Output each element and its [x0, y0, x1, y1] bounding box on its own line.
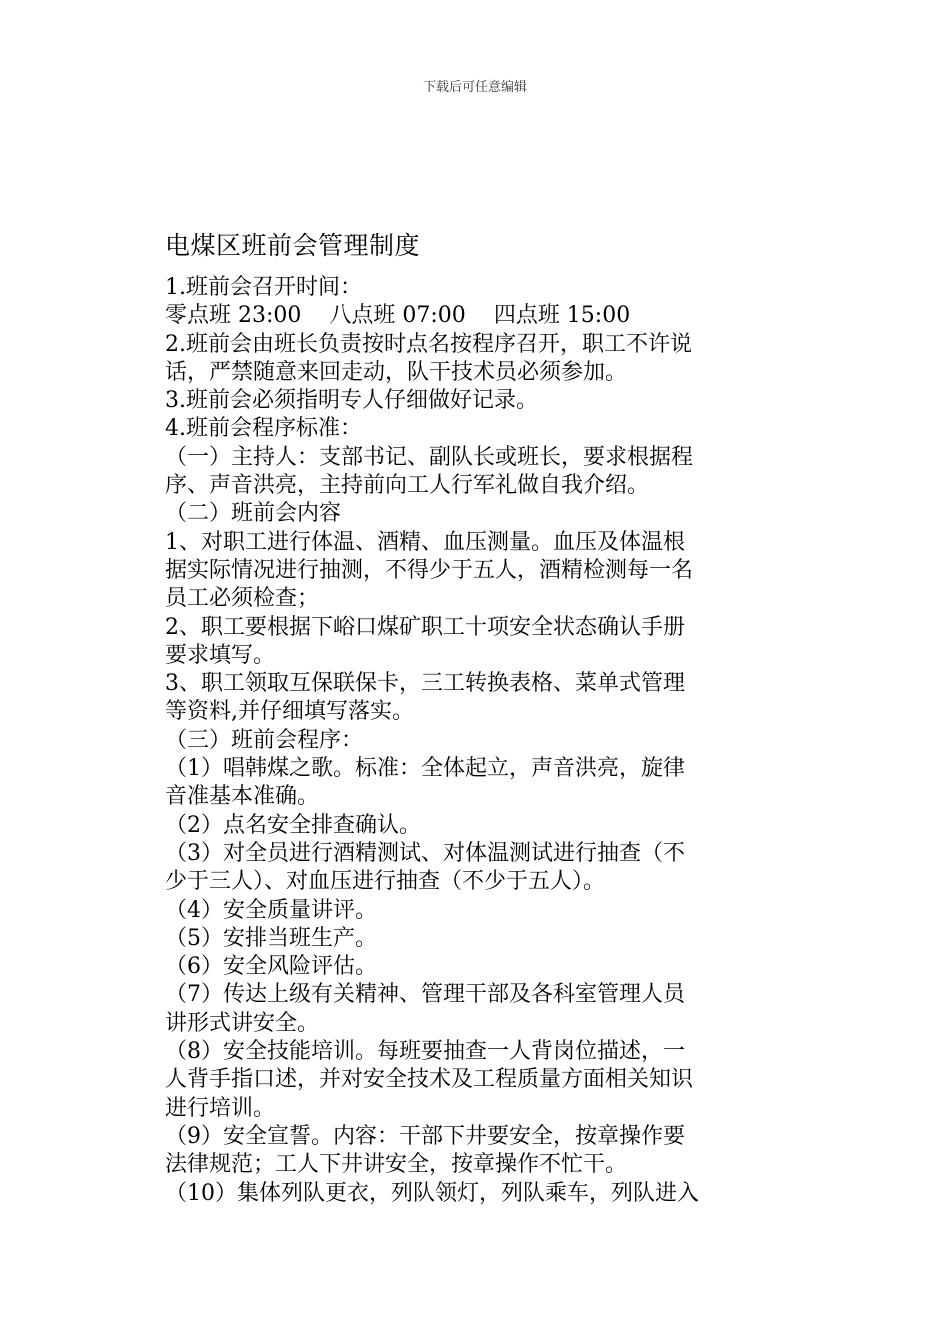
paragraph-line: （4）安全质量讲评。 — [165, 897, 377, 923]
paragraph-line: （3）对全员进行酒精测试、对体温测试进行抽查（不 — [165, 840, 685, 866]
paragraph-line: 4.班前会程序标准： — [165, 416, 362, 442]
paragraph-line: 3、职工领取互保联保卡，三工转换表格、菜单式管理 — [165, 671, 685, 697]
paragraph-line: 1.班前会召开时间： — [165, 275, 362, 300]
paragraph-line: （9）安全宣誓。内容：干部下井要安全，按章操作要 — [165, 1123, 685, 1149]
paragraph-line: 2.班前会由班长负责按时点名按程序召开，职工不许说 — [165, 331, 692, 357]
shift-morning: 八点班 07:00 — [329, 303, 466, 329]
paragraph-line: （6）安全风险评估。 — [165, 954, 377, 980]
shift-night: 零点班 23:00 — [165, 303, 302, 329]
paragraph-line: （5）安排当班生产。 — [165, 925, 377, 951]
paragraph-line: 讲形式讲安全。 — [165, 1010, 320, 1036]
paragraph-line: （三）班前会程序： — [165, 727, 364, 753]
paragraph-line: （8）安全技能培训。每班要抽查一人背岗位描述，一 — [165, 1039, 685, 1065]
paragraph-line: 序、声音洪亮，主持前向工人行军礼做自我介绍。 — [165, 473, 650, 499]
paragraph-line: （7）传达上级有关精神、管理干部及各科室管理人员 — [165, 982, 685, 1008]
paragraph-line: （10）集体列队更衣，列队领灯，列队乘车，列队进入 — [165, 1180, 699, 1206]
paragraph-line: 少于三人）、对血压进行抽查（不少于五人）。 — [165, 869, 606, 895]
paragraph-line: （二）班前会内容 — [165, 501, 342, 527]
paragraph-line: 法律规范；工人下井讲安全，按章操作不忙干。 — [165, 1152, 628, 1178]
document-title: 电煤区班前会管理制度 — [165, 231, 421, 260]
paragraph-line: 进行培训。 — [165, 1095, 276, 1121]
paragraph-line: （2）点名安全排查确认。 — [165, 812, 421, 838]
shift-afternoon: 四点班 15:00 — [493, 303, 631, 329]
paragraph-line: （一）主持人：支部书记、副队长或班长，要求根据程 — [165, 444, 694, 470]
header-note: 下载后可任意编辑 — [422, 80, 527, 95]
paragraph-line: 1、对职工进行体温、酒精、血压测量。血压及体温根 — [165, 529, 685, 555]
paragraph-line: 音准基本准确。 — [165, 784, 320, 810]
paragraph-line: 要求填写。 — [165, 642, 276, 668]
paragraph-line: 等资料,并仔细填写落实。 — [165, 699, 414, 725]
paragraph-line: 人背手指口述，并对安全技术及工程质量方面相关知识 — [165, 1067, 694, 1093]
paragraph-line: 话，严禁随意来回走动，队干技术员必须参加。 — [165, 359, 628, 385]
document-body — [165, 274, 790, 1208]
paragraph-line: 据实际情况进行抽测，不得少于五人，酒精检测每一名 — [165, 557, 694, 583]
paragraph-line: 员工必须检查； — [165, 586, 320, 612]
paragraph-line: （1）唱韩煤之歌。标准：全体起立，声音洪亮，旋律 — [165, 756, 685, 782]
paragraph-line: 3.班前会必须指明专人仔细做好记录。 — [165, 388, 538, 414]
shift-times-line — [165, 302, 790, 330]
paragraph-line: 2、职工要根据下峪口煤矿职工十项安全状态确认手册 — [165, 614, 685, 640]
